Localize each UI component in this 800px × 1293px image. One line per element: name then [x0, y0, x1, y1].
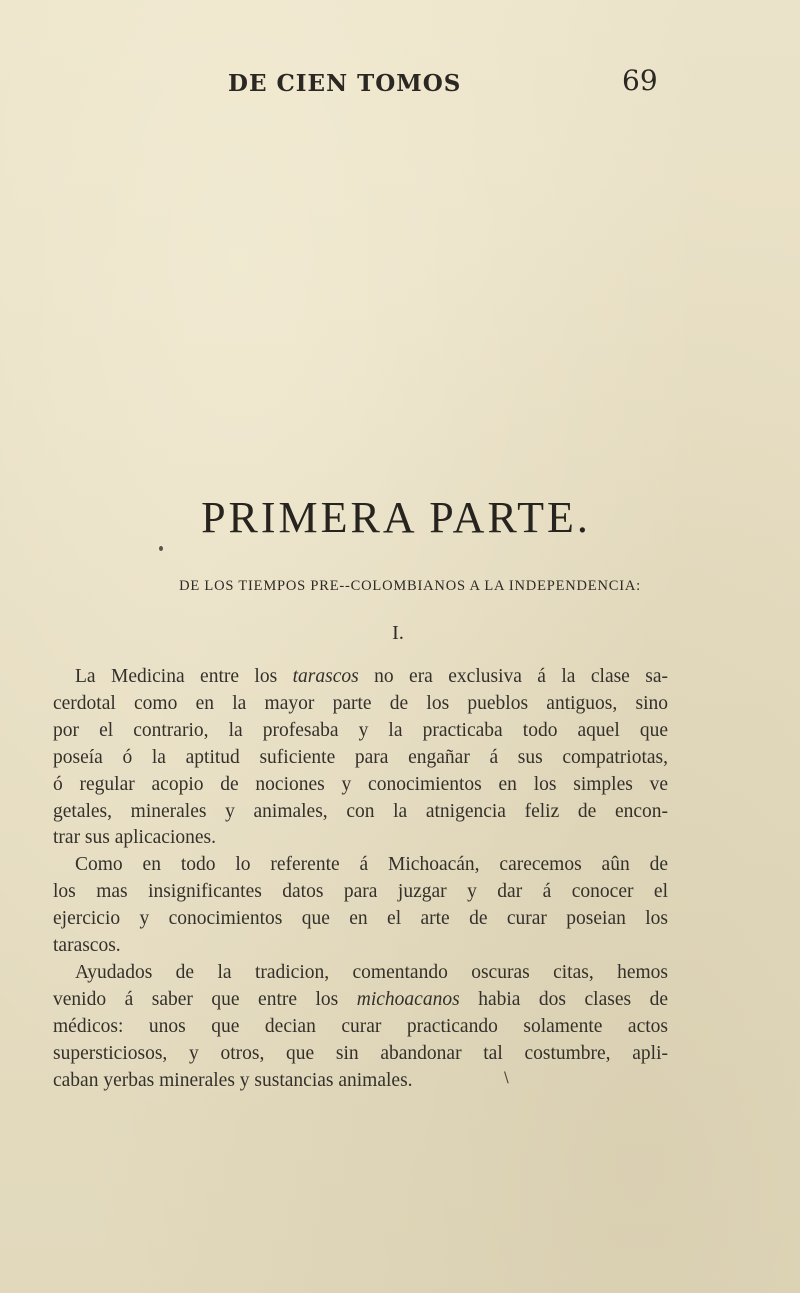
- text-run: habia dos clases de: [459, 988, 668, 1010]
- text-line: médicos: unos que decian curar practicando solamente actos: [53, 1015, 668, 1037]
- ink-dot: [159, 546, 163, 551]
- text-line: [53, 664, 668, 691]
- text-line: por el contrario, la profesaba y la practicaba todo aquel que: [53, 719, 668, 741]
- text-run: no era exclusiva á la clase sa-: [358, 666, 668, 687]
- running-head: DE CIEN TOMOS: [228, 70, 462, 97]
- italic-term: michoacanos: [356, 988, 460, 1010]
- page-number: 69: [622, 64, 658, 97]
- text-line: los mas insignificantes datos para juzgar y dar á conocer el: [53, 881, 668, 903]
- text-line: ejercicio y conocimientos que en el arte de curar poseian los: [53, 908, 668, 930]
- part-title: PRIMERA PARTE.: [201, 493, 591, 542]
- text-line: [53, 987, 668, 1014]
- stray-mark: \: [504, 1070, 509, 1086]
- text-line: tarascos.: [53, 935, 121, 957]
- text-line: supersticiosos, y otros, que sin abandonar tal costumbre, apli-: [53, 1042, 668, 1064]
- text-line: caban yerbas minerales y sustancias animales.: [53, 1069, 413, 1091]
- part-subtitle: DE LOS TIEMPOS PRE--COLOMBIANOS A LA INDEPENDENCIA:: [179, 578, 641, 594]
- text-line: Como en todo lo referente á Michoacán, carecemos aûn de: [75, 854, 668, 876]
- text-line: cerdotal como en la mayor parte de los pueblos antiguos, sino: [53, 692, 668, 714]
- text-run: venido á saber que entre los: [53, 988, 357, 1010]
- text-line: Ayudados de la tradicion, comentando oscuras citas, hemos: [75, 961, 668, 983]
- text-line: trar sus aplicaciones.: [53, 827, 216, 849]
- body-text: [53, 664, 668, 1095]
- italic-term: tarascos: [292, 666, 359, 687]
- paragraph: [53, 960, 668, 1095]
- paragraph: [53, 664, 668, 852]
- paragraph: [53, 852, 668, 960]
- text-line: poseía ó la aptitud suficiente para engañar á sus compatriotas,: [53, 746, 668, 768]
- section-number: I.: [392, 622, 404, 644]
- text-run: La Medicina entre los: [75, 666, 293, 687]
- text-line: ó regular acopio de nociones y conocimientos en los simples ve: [53, 773, 668, 795]
- text-line: getales, minerales y animales, con la atnigencia feliz de encon-: [53, 800, 668, 822]
